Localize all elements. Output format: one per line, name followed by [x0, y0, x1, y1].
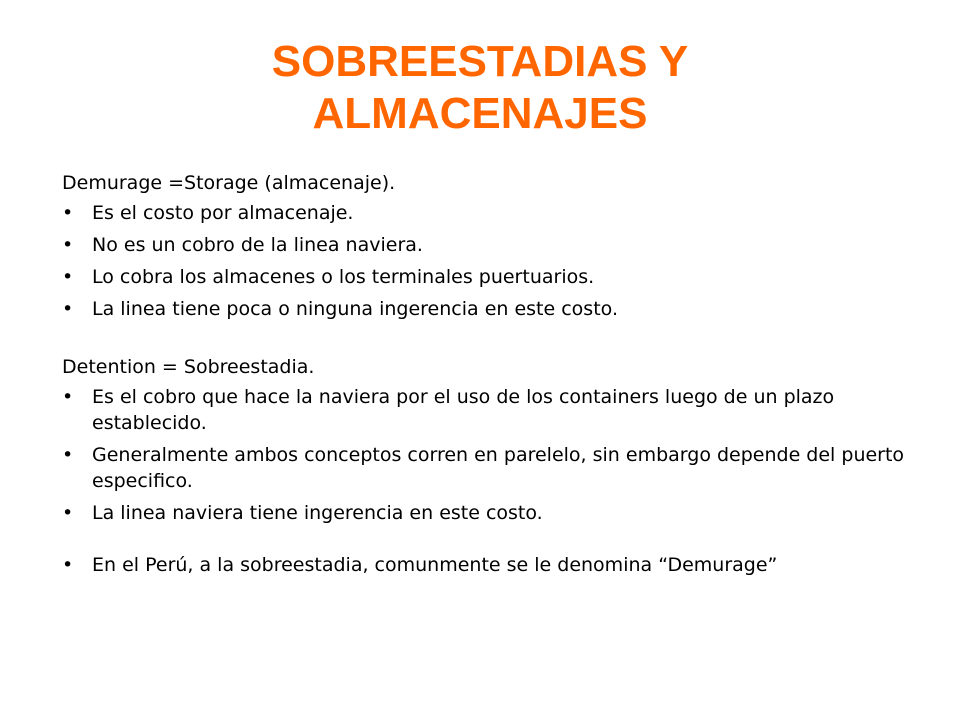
- bullet-icon: •: [62, 386, 74, 408]
- bullet-text: Es el cobro que hace la naviera por el uso de los containers luego de un plazo establecido.: [92, 386, 835, 434]
- storage-heading: Demurage =Storage (almacenaje).: [62, 172, 396, 194]
- spacer: [62, 328, 912, 354]
- spacer: [62, 532, 912, 552]
- bullet-item: [62, 552, 912, 578]
- bullet-text: Lo cobra los almacenes o los terminales puertuarios.: [92, 266, 595, 288]
- bullet-text: La linea tiene poca o ninguna ingerencia en este costo.: [92, 298, 618, 320]
- bullet-icon: •: [62, 444, 74, 466]
- slide-title: [60, 36, 900, 140]
- bullet-icon: •: [62, 502, 74, 524]
- storage-bullet-list: [62, 200, 912, 322]
- bullet-text: Generalmente ambos conceptos corren en parelelo, sin embargo depende del puerto especifico.: [92, 444, 905, 492]
- bullet-item: [62, 500, 912, 526]
- slide-body: [62, 170, 912, 584]
- bullet-item: [62, 442, 912, 494]
- peru-bullet-list: [62, 552, 912, 578]
- slide-title-line-2: ALMACENAJES: [312, 89, 648, 138]
- bullet-item: [62, 200, 912, 226]
- bullet-text: La linea naviera tiene ingerencia en este costo.: [92, 502, 543, 524]
- bullet-item: [62, 296, 912, 322]
- bullet-icon: •: [62, 298, 74, 320]
- bullet-icon: •: [62, 266, 74, 288]
- bullet-icon: •: [62, 554, 74, 576]
- bullet-icon: •: [62, 234, 74, 256]
- bullet-icon: •: [62, 202, 74, 224]
- bullet-item: [62, 232, 912, 258]
- bullet-item: [62, 264, 912, 290]
- bullet-text: En el Perú, a la sobreestadia, comunmente se le denomina “Demurage”: [92, 554, 778, 576]
- bullet-item: [62, 384, 912, 436]
- slide-title-line-1: SOBREESTADIAS Y: [271, 37, 689, 86]
- detention-bullet-list: [62, 384, 912, 526]
- detention-heading: Detention = Sobreestadia.: [62, 356, 315, 378]
- bullet-text: No es un cobro de la linea naviera.: [92, 234, 423, 256]
- bullet-text: Es el costo por almacenaje.: [92, 202, 354, 224]
